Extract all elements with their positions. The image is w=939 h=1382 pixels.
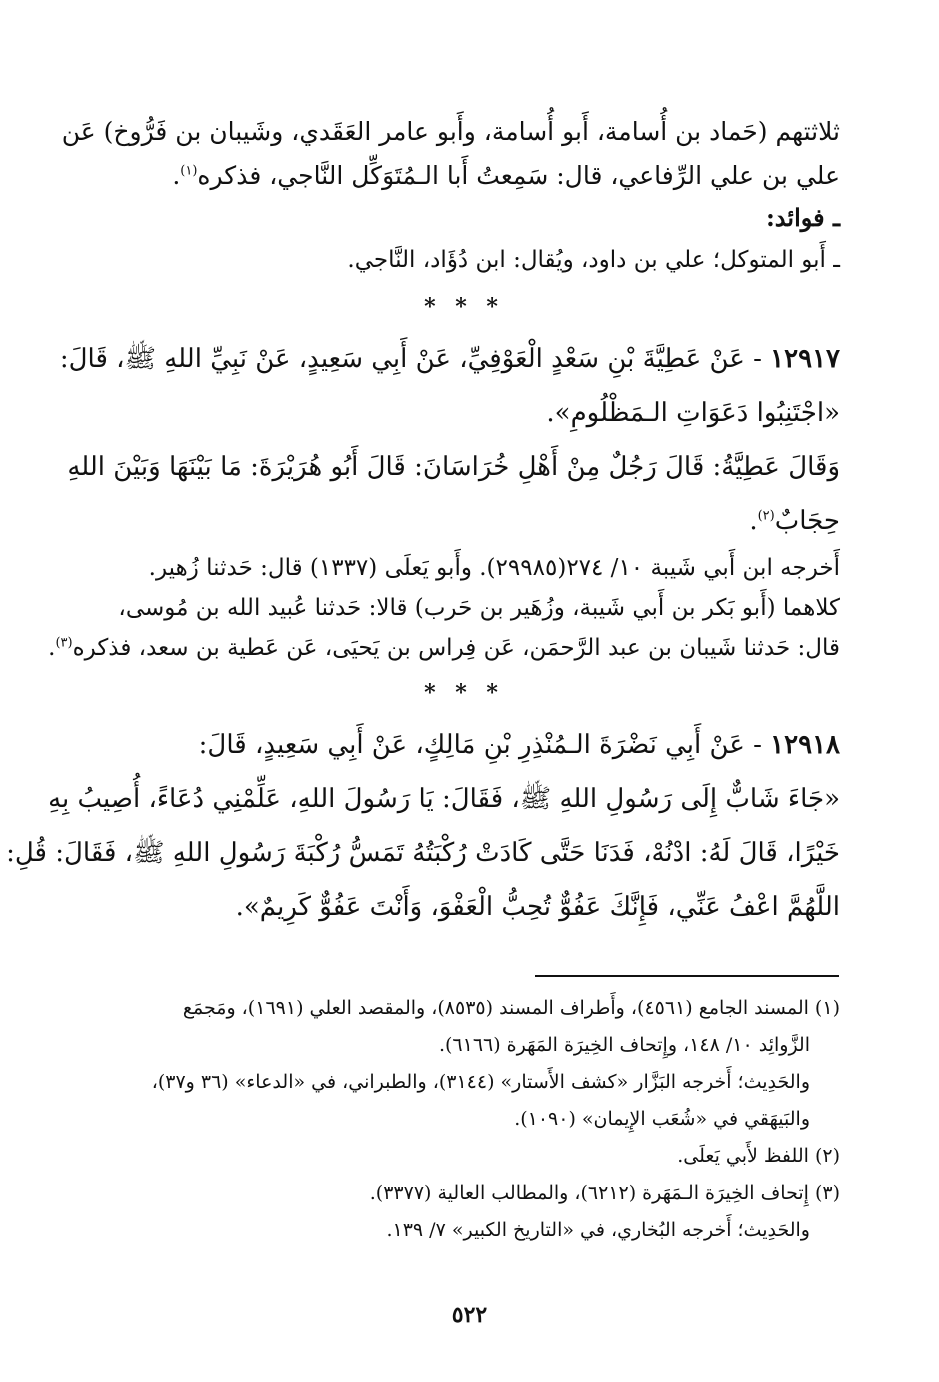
- footnote-3-line-1: (٣) إِتحاف الخِيرَة الـمَهَرة (٦٢١٢)، والمطالب العالية (٣٣٧٧).: [369, 1182, 840, 1204]
- footnote-1-line-2: الزَّوائِد ١٠/ ١٤٨، وإِتحاف الخِيرَة المَهَرة (٦١٦٦).: [438, 1034, 810, 1056]
- benefits-heading: ـ فوائد:: [765, 203, 840, 232]
- hadith-number: ١٢٩١٧: [770, 344, 840, 374]
- takhrij-line-2: كلاهما (أَبو بَكر بن أَبي شَيبة، وزُهَير بن حَرب) قالا: حَدثنا عُبيد الله بن مُوسى،: [118, 595, 840, 621]
- page-number: ٥٢٢: [451, 1302, 488, 1328]
- section-separator: * * *: [424, 680, 504, 706]
- hadith-12917-line-2: «اجْتَنِبُوا دَعَوَاتِ الـمَظْلُومِ».: [546, 398, 840, 428]
- takhrij-line-3-text: قال: حَدثنا شَيبان بن عبد الرَّحمَن، عَن فِراس بن يَحيَى، عَن عَطية بن سعد، فذكره: [72, 635, 840, 661]
- hadith-12918: [6, 718, 840, 934]
- takhrij-12917: [48, 548, 840, 668]
- footnote-3-line-2: والحَدِيث؛ أَخرجه البُخاري، في «التاريخ الكبير» ٧/ ١٣٩.: [386, 1219, 810, 1241]
- hadith-dash: -: [753, 730, 762, 760]
- footnote-2: (٢) اللفظ لأَبي يَعلَى.: [677, 1145, 840, 1167]
- hadith-dash: -: [753, 344, 762, 374]
- intro-line-1: ثلاثتهم (حَماد بن أُسامة، أَبو أُسامة، وأَبو عامر العَقَدي، وشَيبان بن فَرُّوخ) عَن: [61, 117, 840, 146]
- footnote-ref-1[interactable]: (١): [180, 163, 198, 179]
- intro-line-2-end: .: [172, 161, 181, 190]
- hadith-12917-isnad: عَنْ عَطِيَّةَ بْنِ سَعْدٍ الْعَوْفِيِّ، عَنْ أَبِي سَعِيدٍ، عَنْ نَبِيِّ اللهِ ﷺ، قَالَ:: [59, 344, 745, 374]
- footnotes: [88, 990, 840, 1249]
- hadith-12918-line-1: [88, 718, 840, 772]
- hadith-12918-isnad: عَنْ أَبِي نَضْرَةَ الـمُنْذِرِ بْنِ مَالِكٍ، عَنْ أَبِي سَعِيدٍ، قَالَ:: [198, 730, 745, 760]
- hadith-number: ١٢٩١٨: [770, 730, 840, 760]
- footnote-separator: [535, 975, 839, 977]
- takhrij-line-1: أَخرجه ابن أَبي شَيبة ١٠/ ٢٧٤(٢٩٩٨٥). وأَبو يَعلَى (١٣٣٧) قال: حَدثنا زُهير.: [148, 555, 840, 581]
- benefits-text: ـ أَبو المتوكل؛ علي بن داود، ويُقال: ابن دُؤَاد، النَّاجي.: [347, 247, 840, 273]
- takhrij-line-3: [48, 628, 840, 668]
- hadith-12917-line-1: [59, 332, 840, 386]
- hadith-12917: [59, 332, 840, 548]
- footnote-1-line-1: (١) المسند الجامع (٤٥٦١)، وأَطراف المسند (٨٥٣٥)، والمقصد العلي (١٦٩١)، ومَجمَع: [182, 997, 840, 1019]
- page-body: [6, 110, 840, 934]
- hadith-12918-line-3: خَيْرًا، قَالَ لَهُ: ادْنُهْ، فَدَنَا حَتَّى كَادَتْ رُكْبَتُهُ تَمَسُّ رُكْبَةَ رَسُولِ اللهِ ﷺ، فَقَالَ: قُلِ:: [6, 838, 840, 868]
- intro-line-2: [88, 154, 840, 198]
- hadith-12917-line-4: [88, 494, 840, 548]
- section-separator: * * *: [424, 294, 504, 320]
- hadith-12917-line-4-text: حِجَابٌ: [774, 506, 840, 536]
- footnote-ref-2[interactable]: (٢): [757, 508, 775, 524]
- hadith-12918-line-2: «جَاءَ شَابٌّ إِلَى رَسُولِ اللهِ ﷺ، فَقَالَ: يَا رَسُولَ اللهِ، عَلِّمْنِي دُعَاءً، أُصِيبُ بِهِ: [48, 784, 840, 814]
- intro-paragraph: [61, 110, 840, 198]
- takhrij-line-3-end: .: [48, 635, 56, 661]
- hadith-12917-line-4-end: .: [749, 506, 758, 536]
- intro-line-2-text: علي بن علي الرِّفاعي، قال: سَمِعتُ أَبا الـمُتَوَكِّل النَّاجي، فذكره: [197, 161, 840, 190]
- footnote-ref-3[interactable]: (٣): [55, 635, 73, 651]
- footnote-1-line-3: والحَدِيث؛ أَخرجه البَزَّار «كشف الأَستار» (٣١٤٤)، والطبراني، في «الدعاء» (٣٦ و٣٧)،: [151, 1071, 810, 1093]
- hadith-12917-line-3: وَقَالَ عَطِيَّةُ: قَالَ رَجُلٌ مِنْ أَهْلِ خُرَاسَانَ: قَالَ أَبُو هُرَيْرَةَ: مَا بَيْنَهَا وَبَيْنَ اللهِ: [67, 452, 840, 482]
- hadith-12918-line-4: اللَّهُمَّ اعْفُ عَنِّي، فَإِنَّكَ عَفُوٌّ تُحِبُّ الْعَفْوَ، وَأَنْتَ عَفُوٌّ كَرِيمٌ».: [235, 892, 840, 922]
- footnote-1-line-4: والبَيهَقي في «شُعَب الإِيمان» (١٠٩٠).: [514, 1108, 810, 1130]
